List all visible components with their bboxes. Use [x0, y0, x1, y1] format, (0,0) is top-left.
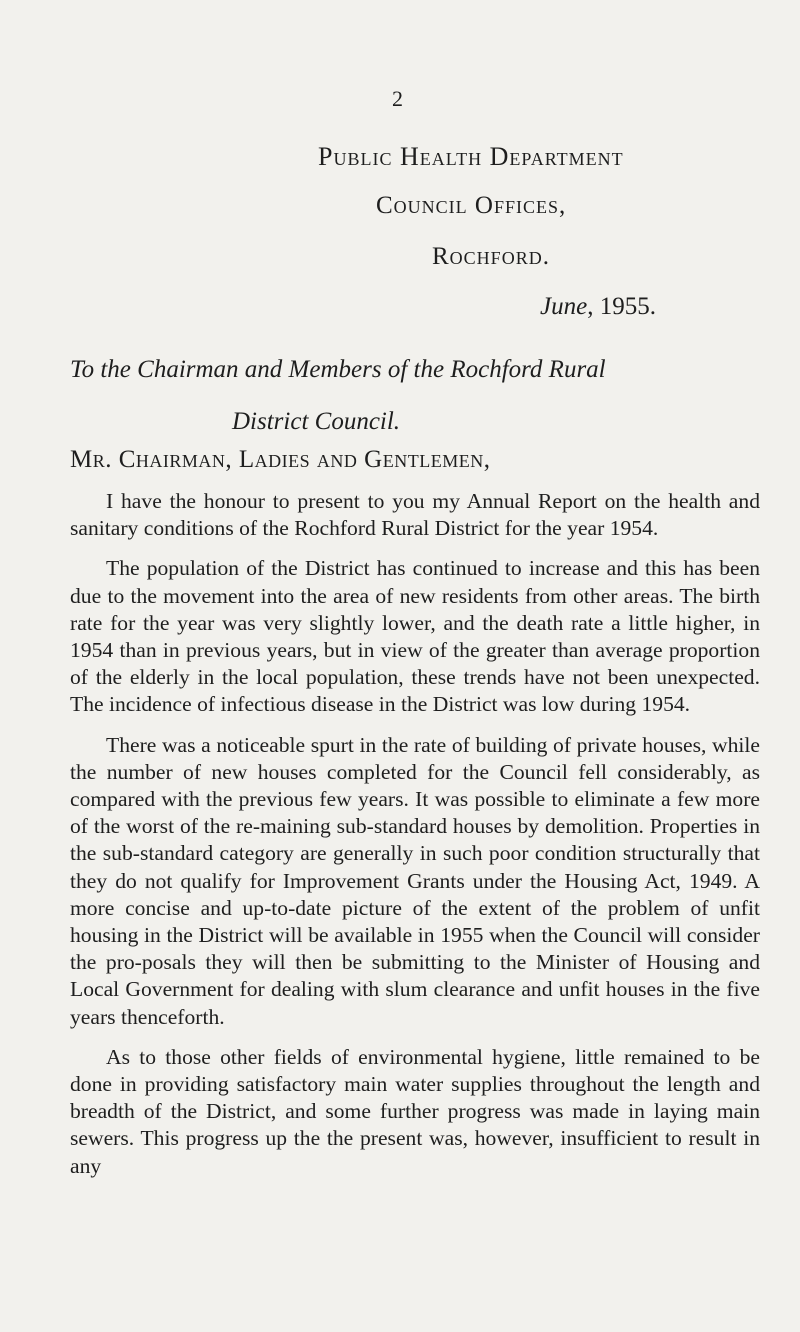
paragraph: As to those other fields of environmental hygiene, little remained to be done in providing satisfactory main water supplies throughout the length and breadth of the District, and some further progress was made in laying main sewers. This progress up the the present was, however, insufficient to result in any: [70, 1044, 760, 1178]
addressee-line-1: To the Chairman and Members of the Rochford Rural: [70, 356, 606, 383]
salutation: Mr. Chairman, Ladies and Gentlemen,: [70, 446, 491, 473]
report-date: [540, 293, 656, 321]
date-year: , 1955.: [587, 293, 656, 320]
paragraph: I have the honour to present to you my Annual Report on the health and sanitary conditions of the Rochford Rural District for the year 1954.: [70, 489, 760, 541]
office-address-line: Council Offices,: [376, 192, 567, 219]
paragraph: There was a noticeable spurt in the rate of building of private houses, while the number of new houses completed for the Council fell considerably, as compared with the previous few years. It was possible to eliminate a few more of the worst of the re-maining sub-standard houses by demolition. Properties in the sub-standard category are generally in such poor condition structurally that they do not qualify for Improvement Grants under the Housing Act, 1949. A more concise and up-to-date picture of the extent of the problem of unfit housing in the District will be available in 1955 when the Council will consider the pro-posals they will then be submitting to the Minister of Housing and Local Government for dealing with slum clearance and unfit houses in the five years thenceforth.: [70, 732, 760, 1029]
addressee: [70, 344, 760, 448]
department-title: Public Health Department: [318, 142, 624, 171]
addressee-line-2: District Council.: [232, 408, 401, 435]
report-body: [70, 488, 760, 1193]
paragraph: The population of the District has continued to increase and this has been due to the movement into the area of new residents from other areas. The birth rate for the year was very slightly lower, and the death rate a little higher, in 1954 than in previous years, but in view of the greater than average proportion of the elderly in the local population, these trends have not been unexpected. The incidence of infectious disease in the District was low during 1954.: [70, 556, 760, 717]
page-number: 2: [392, 86, 403, 111]
town-line: Rochford.: [432, 243, 550, 270]
date-month: June: [540, 293, 588, 320]
